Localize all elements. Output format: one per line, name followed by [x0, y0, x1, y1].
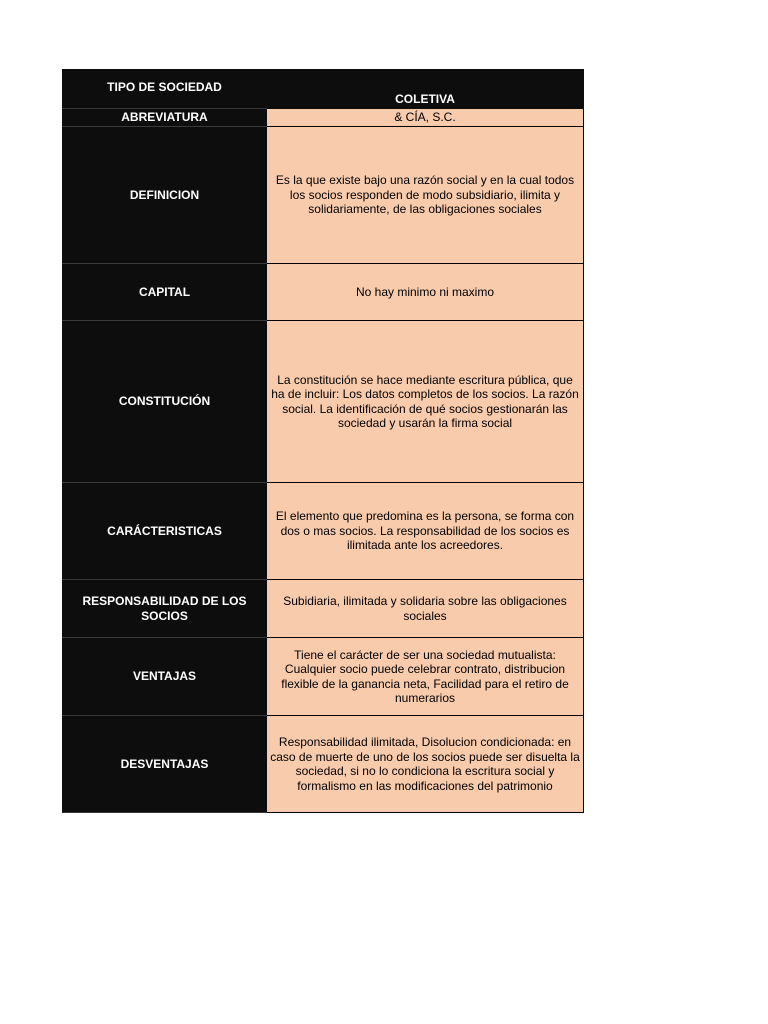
row-label-abreviatura: ABREVIATURA — [63, 109, 267, 127]
table-header-row — [63, 70, 584, 109]
sociedad-comparison-table — [62, 69, 584, 813]
row-label-capital: CAPITAL — [63, 264, 267, 321]
row-value-abreviatura: & CÍA, S.C. — [267, 109, 584, 127]
row-label-definicion: DEFINICION — [63, 127, 267, 264]
table-row-ventajas — [63, 638, 584, 716]
table-row-desventajas — [63, 716, 584, 813]
row-value-desventajas: Responsabilidad ilimitada, Disolucion condicionada: en caso de muerte de uno de los socios puede ser disuelta la sociedad, si no lo condiciona la escritura social y formalismo en las modificaciones del patrimonio — [267, 716, 584, 813]
row-value-capital: No hay minimo ni maximo — [267, 264, 584, 321]
row-label-desventajas: DESVENTAJAS — [63, 716, 267, 813]
table-row-constitucion — [63, 321, 584, 483]
row-label-constitucion: CONSTITUCIÓN — [63, 321, 267, 483]
row-value-constitucion: La constitución se hace mediante escritura pública, que ha de incluir: Los datos completos de los socios. La razón social. La identificación de qué socios gestionarán las sociedad y usarán la firma social — [267, 321, 584, 483]
row-label-caracteristicas: CARÁCTERISTICAS — [63, 483, 267, 580]
table-row-responsabilidad — [63, 580, 584, 638]
table-row-definicion — [63, 127, 584, 264]
table-row-capital — [63, 264, 584, 321]
row-value-definicion: Es la que existe bajo una razón social y en la cual todos los socios responden de modo subsidiario, ilimita y solidariamente, de las obligaciones sociales — [267, 127, 584, 264]
row-label-ventajas: VENTAJAS — [63, 638, 267, 716]
row-value-responsabilidad: Subidiaria, ilimitada y solidaria sobre las obligaciones sociales — [267, 580, 584, 638]
row-value-ventajas: Tiene el carácter de ser una sociedad mutualista: Cualquier socio puede celebrar contrato, distribucion flexible de la ganancia neta, Facilidad para el retiro de numerarios — [267, 638, 584, 716]
header-value-coletiva: COLETIVA — [267, 70, 584, 109]
table-row-abreviatura — [63, 109, 584, 127]
table-row-caracteristicas — [63, 483, 584, 580]
row-label-responsabilidad: RESPONSABILIDAD DE LOS SOCIOS — [63, 580, 267, 638]
header-label-tipo-de-sociedad: TIPO DE SOCIEDAD — [63, 70, 267, 109]
row-value-caracteristicas: El elemento que predomina es la persona, se forma con dos o mas socios. La responsabilidad de los socios es ilimitada ante los acreedores. — [267, 483, 584, 580]
